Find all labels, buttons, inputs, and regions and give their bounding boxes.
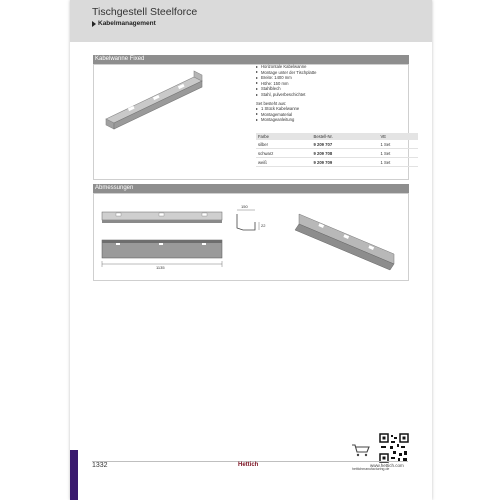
table-cell: 1 Set	[378, 140, 418, 149]
feature-item: Höhe: 150 mm	[256, 81, 316, 87]
table-cell: weiß	[256, 158, 312, 167]
scope-item: Montagematerial	[256, 112, 316, 118]
page-number: 1332	[92, 462, 108, 469]
feature-list	[256, 64, 316, 123]
table-row	[256, 140, 418, 149]
feature-item: Stahlblech	[256, 86, 316, 92]
qr-note: hettichmanufacturing.de	[352, 467, 390, 471]
dimension-label-top: 150	[241, 204, 248, 209]
dimensions-section-bar: Abmessungen	[93, 184, 409, 193]
dimension-label-width: 1135	[156, 265, 165, 270]
table-header-row	[256, 133, 418, 140]
scope-item: Montageanleitung	[256, 117, 316, 123]
dimension-drawing	[94, 194, 408, 280]
table-cell: silber	[256, 140, 312, 149]
product-section-bar: Kabelwanne Fixed	[93, 55, 409, 64]
page-subtitle: Kabelmanagement	[98, 20, 156, 27]
table-cell: 9 209 709	[312, 158, 379, 167]
table-cell: 9 209 707	[312, 140, 379, 149]
footer-url[interactable]: www.hettich.com	[370, 463, 404, 468]
cable-tray-image	[98, 69, 218, 139]
feature-item: Montage unter der Tischplatte	[256, 70, 316, 76]
accent-strip	[70, 450, 78, 500]
feature-item: Horizontale Kabelwanne	[256, 64, 316, 70]
feature-item: Breite: 1400 mm	[256, 75, 316, 81]
table-cell: schwarz	[256, 149, 312, 158]
table-header: Bestell-Nr.	[312, 133, 379, 140]
table-cell: 1 Set	[378, 158, 418, 167]
triangle-bullet-icon	[92, 21, 96, 27]
feature-item: Stahl, pulverbeschichtet	[256, 92, 316, 98]
table-cell: 1 Set	[378, 149, 418, 158]
table-header: Farbe	[256, 133, 312, 140]
page-title: Tischgestell Steelforce	[92, 6, 198, 18]
qr-code-icon	[379, 433, 409, 463]
table-row	[256, 149, 418, 158]
cart-icon	[351, 443, 371, 457]
dimensions-box	[93, 193, 409, 281]
order-table	[256, 133, 418, 167]
table-row	[256, 158, 418, 167]
brand-logo: Hettich	[238, 462, 259, 468]
table-header: VE	[378, 133, 418, 140]
page-header	[70, 0, 432, 42]
scope-item: 1 Stück Kabelwanne	[256, 106, 316, 112]
scope-heading: Set besteht aus:	[256, 100, 287, 106]
dimension-label-side: 22	[261, 223, 266, 228]
table-cell: 9 209 708	[312, 149, 379, 158]
